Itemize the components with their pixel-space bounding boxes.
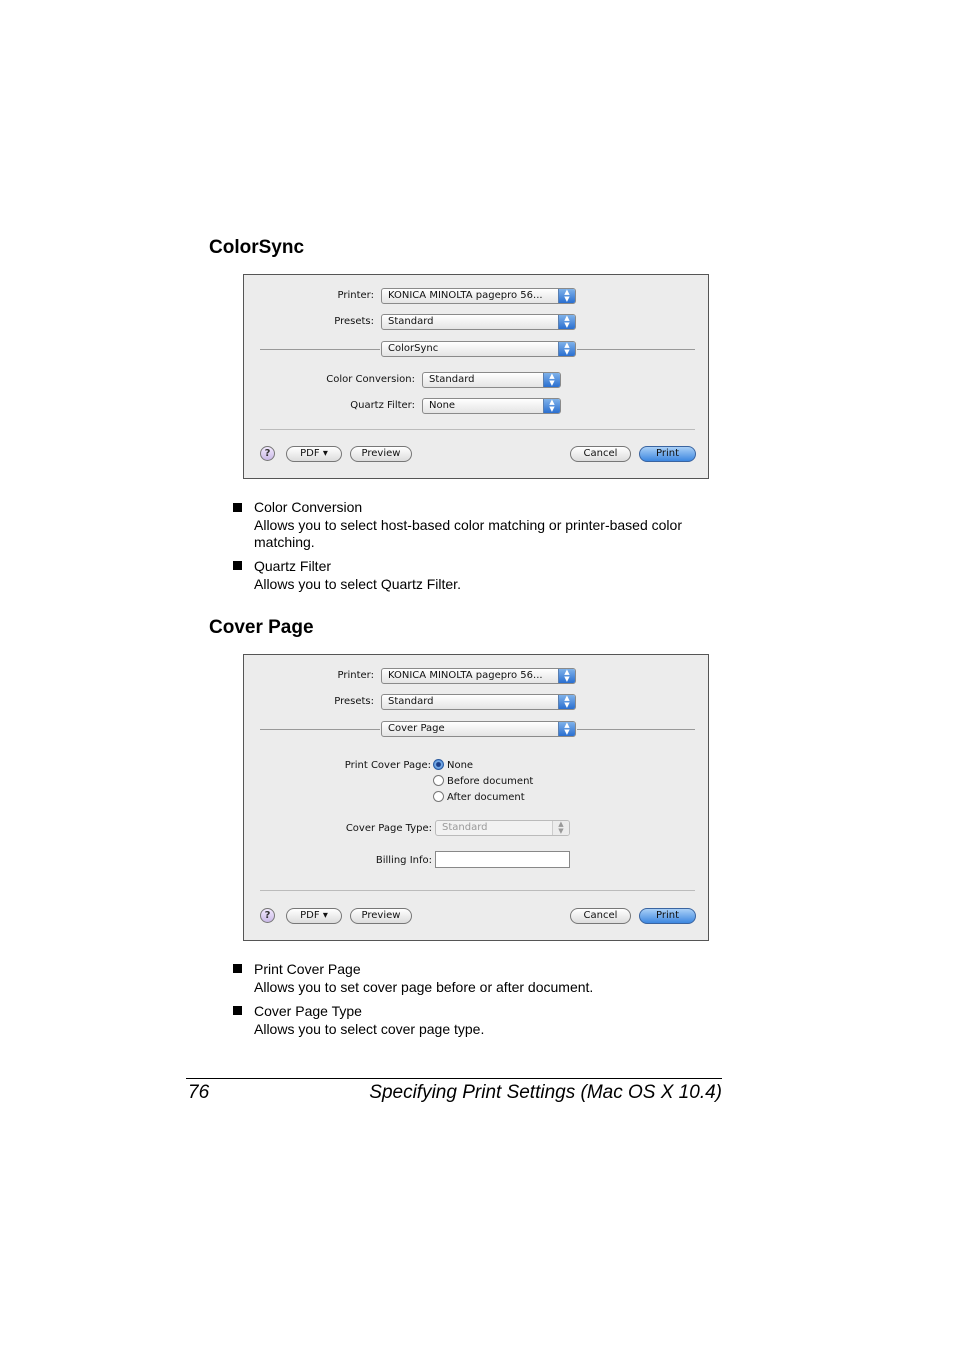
dialog-separator xyxy=(260,429,695,430)
bullet-square-icon xyxy=(233,561,242,570)
popup-arrows-icon: ▲ ▼ xyxy=(543,399,560,413)
bullet-description: Allows you to set cover page before or after document. xyxy=(254,979,594,995)
cover-page-type-label: Cover Page Type: xyxy=(345,823,432,834)
printer-select[interactable] xyxy=(381,668,576,684)
popup-arrows-icon: ▲ ▼ xyxy=(558,695,575,709)
billing-info-field[interactable] xyxy=(435,851,570,868)
bullet-title: Quartz Filter xyxy=(254,558,332,574)
pdf-button[interactable]: PDF ▾ xyxy=(286,446,342,462)
bullet-title: Cover Page Type xyxy=(254,1003,362,1019)
presets-select-value: Standard xyxy=(388,316,434,327)
printer-label: Printer: xyxy=(337,290,374,301)
bullet-title: Print Cover Page xyxy=(254,961,361,977)
cancel-button[interactable]: Cancel xyxy=(570,446,631,462)
color-conversion-label: Color Conversion: xyxy=(326,374,415,385)
help-icon[interactable]: ? xyxy=(260,446,275,461)
preview-button[interactable]: Preview xyxy=(350,908,412,924)
cover-page-type-select[interactable] xyxy=(435,820,570,836)
radio-none-label: None xyxy=(447,760,474,771)
footer-rule xyxy=(186,1078,722,1079)
panel-select[interactable] xyxy=(381,721,576,737)
bullet-square-icon xyxy=(233,964,242,973)
radio-after-document[interactable] xyxy=(433,791,444,802)
print-dialog-cover-page xyxy=(243,654,709,941)
color-conversion-select[interactable] xyxy=(422,372,561,388)
bullet-square-icon xyxy=(233,503,242,512)
panel-select[interactable] xyxy=(381,341,576,357)
color-conversion-select-value: Standard xyxy=(429,374,475,385)
pdf-button[interactable]: PDF ▾ xyxy=(286,908,342,924)
page-number: 76 xyxy=(188,1082,210,1103)
radio-before-document[interactable] xyxy=(433,775,444,786)
presets-label: Presets: xyxy=(334,696,374,707)
bullet-description: matching. xyxy=(254,534,315,550)
print-dialog-colorsync xyxy=(243,274,709,479)
bullet-square-icon xyxy=(233,1006,242,1015)
printer-select-value: KONICA MINOLTA pagepro 56... xyxy=(388,290,543,301)
presets-select-value: Standard xyxy=(388,696,434,707)
quartz-filter-label: Quartz Filter: xyxy=(350,400,415,411)
panel-select-value: ColorSync xyxy=(388,343,439,354)
popup-arrows-icon: ▲ ▼ xyxy=(543,373,560,387)
printer-label: Printer: xyxy=(337,670,374,681)
printer-select[interactable] xyxy=(381,288,576,304)
bullet-description: Allows you to select host-based color matching or printer-based color xyxy=(254,517,682,533)
dialog-separator xyxy=(260,890,695,891)
bullet-title: Color Conversion xyxy=(254,499,363,515)
popup-arrows-icon: ▲ ▼ xyxy=(552,821,569,835)
panel-divider-left xyxy=(260,349,380,350)
print-cover-page-label: Print Cover Page: xyxy=(344,760,431,771)
radio-none[interactable] xyxy=(433,759,444,770)
cover-page-type-select-value: Standard xyxy=(442,822,488,833)
popup-arrows-icon: ▲ ▼ xyxy=(558,289,575,303)
popup-arrows-icon: ▲ ▼ xyxy=(558,315,575,329)
radio-after-document-label: After document xyxy=(447,792,525,803)
section-heading-colorsync: ColorSync xyxy=(209,237,305,258)
printer-select-value: KONICA MINOLTA pagepro 56... xyxy=(388,670,543,681)
radio-before-document-label: Before document xyxy=(447,776,534,787)
preview-button[interactable]: Preview xyxy=(350,446,412,462)
section-heading-cover-page: Cover Page xyxy=(209,617,314,638)
cancel-button[interactable]: Cancel xyxy=(570,908,631,924)
presets-select[interactable] xyxy=(381,314,576,330)
print-button[interactable]: Print xyxy=(639,446,696,462)
presets-label: Presets: xyxy=(334,316,374,327)
panel-select-value: Cover Page xyxy=(388,723,445,734)
print-button[interactable]: Print xyxy=(639,908,696,924)
billing-info-label: Billing Info: xyxy=(375,855,432,866)
bullet-description: Allows you to select cover page type. xyxy=(254,1021,485,1037)
panel-divider-left xyxy=(260,729,380,730)
bullet-description: Allows you to select Quartz Filter. xyxy=(254,576,461,592)
help-icon[interactable]: ? xyxy=(260,908,275,923)
footer-title: Specifying Print Settings (Mac OS X 10.4) xyxy=(369,1082,722,1103)
quartz-filter-select[interactable] xyxy=(422,398,561,414)
popup-arrows-icon: ▲ ▼ xyxy=(558,342,575,356)
quartz-filter-select-value: None xyxy=(429,400,456,411)
popup-arrows-icon: ▲ ▼ xyxy=(558,669,575,683)
panel-divider-right xyxy=(577,729,695,730)
presets-select[interactable] xyxy=(381,694,576,710)
popup-arrows-icon: ▲ ▼ xyxy=(558,722,575,736)
panel-divider-right xyxy=(577,349,695,350)
